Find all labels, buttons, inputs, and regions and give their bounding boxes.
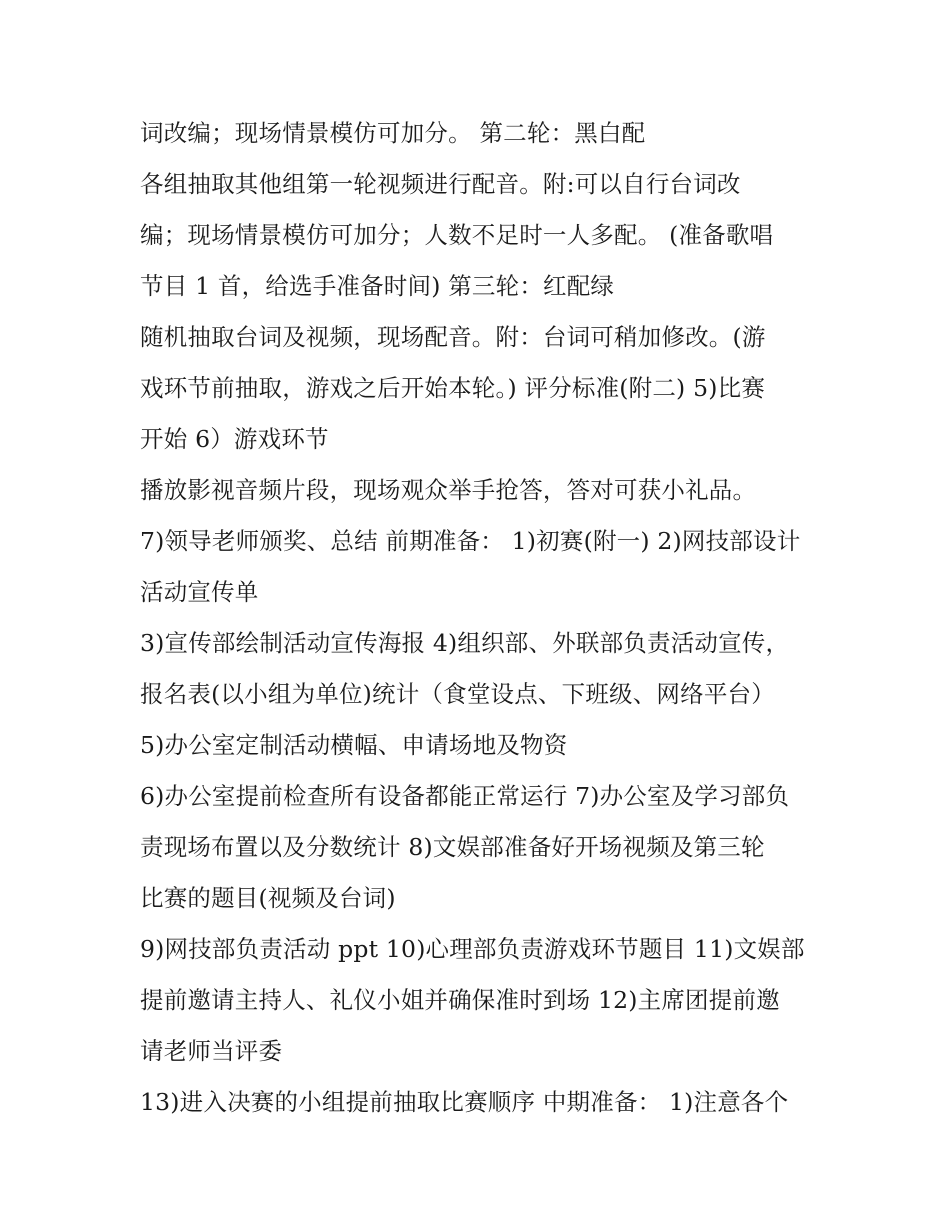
text-line: 提前邀请主持人、礼仪小姐并确保准时到场 12)主席团提前邀 bbox=[140, 986, 780, 1014]
text-line: 随机抽取台词及视频，现场配音。附：台词可稍加修改。(游 bbox=[140, 323, 766, 351]
text-line: 13)进入决赛的小组提前抽取比赛顺序 中期准备： 1)注意各个 bbox=[140, 1088, 789, 1116]
text-line: 3)宣传部绘制活动宣传海报 4)组织部、外联部负责活动宣传， bbox=[140, 629, 790, 657]
text-line: 活动宣传单 bbox=[140, 578, 259, 606]
text-line: 责现场布置以及分数统计 8)文娱部准备好开场视频及第三轮 bbox=[140, 833, 765, 861]
text-line: 编；现场情景模仿可加分；人数不足时一人多配。 (准备歌唱 bbox=[140, 221, 774, 249]
text-line: 播放影视音频片段，现场观众举手抢答，答对可获小礼品。 bbox=[140, 476, 757, 504]
text-line: 比赛的题目(视频及台词) bbox=[140, 884, 396, 912]
text-line: 词改编；现场情景模仿可加分。 第二轮：黑白配 bbox=[140, 119, 646, 147]
text-line: 开始 6）游戏环节 bbox=[140, 425, 329, 453]
text-line: 6)办公室提前检查所有设备都能正常运行 7)办公室及学习部负 bbox=[140, 782, 790, 810]
text-line: 9)网技部负责活动 ppt 10)心理部负责游戏环节题目 11)文娱部 bbox=[140, 935, 805, 963]
text-line: 各组抽取其他组第一轮视频进行配音。附:可以自行台词改 bbox=[140, 170, 741, 198]
text-line: 报名表(以小组为单位)统计（食堂设点、下班级、网络平台） bbox=[140, 680, 775, 708]
text-line: 请老师当评委 bbox=[140, 1037, 283, 1065]
text-line: 7)领导老师颁奖、总结 前期准备： 1)初赛(附一) 2)网技部设计 bbox=[140, 527, 801, 555]
text-line: 5)办公室定制活动横幅、申请场地及物资 bbox=[140, 731, 568, 759]
text-line: 节目 1 首，给选手准备时间) 第三轮：红配绿 bbox=[140, 272, 615, 300]
text-line: 戏环节前抽取，游戏之后开始本轮。) 评分标准(附二) 5)比赛 bbox=[140, 374, 766, 402]
document-body bbox=[140, 108, 820, 1128]
